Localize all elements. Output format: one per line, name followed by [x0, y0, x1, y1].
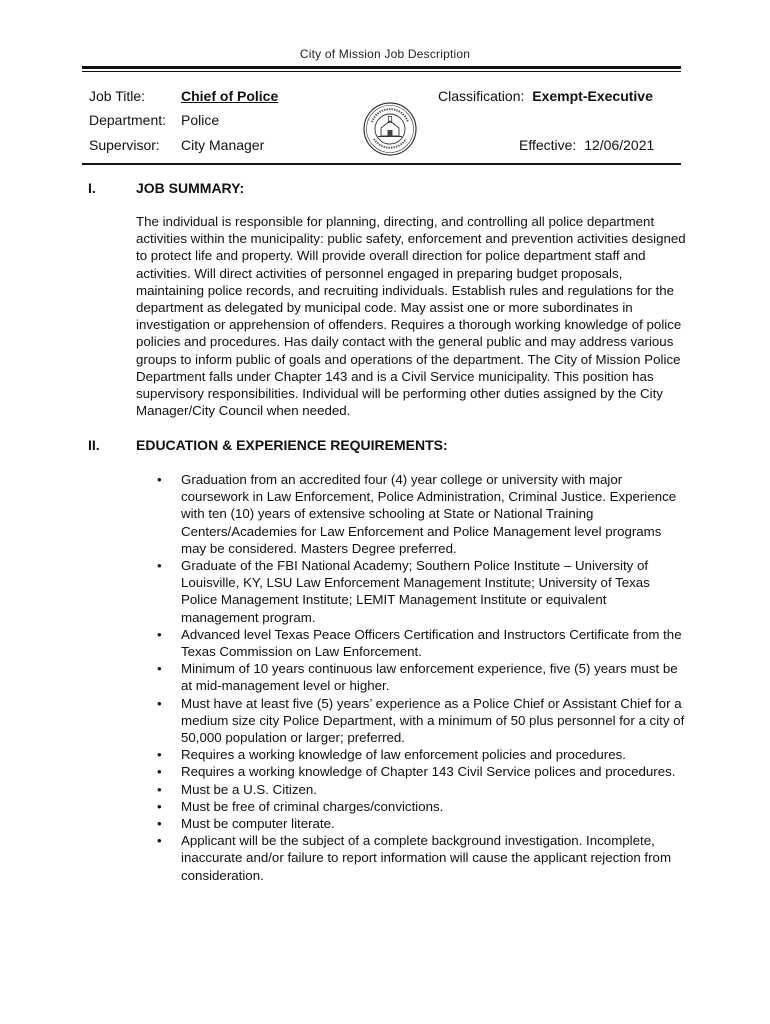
list-item: • Must have at least five (5) years’ experience as a Police Chief or Assistant Chief for a medium size city Police Department, with a minimum of 50 plus personnel for a city of 50,000 population or larger; preferred. [136, 695, 686, 747]
classification-field [438, 88, 653, 104]
list-item: • Must be free of criminal charges/convictions. [136, 798, 686, 815]
supervisor-value: City Manager [181, 137, 265, 153]
list-item: • Applicant will be the subject of a complete background investigation. Incomplete, inaccurate and/or failure to report information will cause the applicant rejection from consideration. [136, 832, 686, 884]
section-title-requirements: EDUCATION & EXPERIENCE REQUIREMENTS: [136, 437, 448, 453]
list-item: • Advanced level Texas Peace Officers Certification and Instructors Certificate from the Texas Commission on Law Enforcement. [136, 626, 686, 660]
effective-label: Effective: [519, 137, 577, 153]
city-seal-icon [362, 100, 418, 158]
list-item: • Requires a working knowledge of law enforcement policies and procedures. [136, 746, 686, 763]
classification-label: Classification: [438, 88, 525, 104]
section-number: I. [88, 180, 96, 196]
job-title-label: Job Title: [89, 88, 146, 104]
supervisor-label: Supervisor: [89, 137, 160, 153]
requirements-list [136, 471, 686, 884]
header-rule-thick [82, 66, 681, 69]
list-item: • Requires a working knowledge of Chapter 143 Civil Service polices and procedures. [136, 763, 686, 780]
header-bottom-rule [82, 163, 681, 165]
classification-value: Exempt-Executive [532, 88, 653, 104]
list-item: • Minimum of 10 years continuous law enforcement experience, five (5) years must be at mid-management level or higher. [136, 660, 686, 694]
effective-field [519, 137, 654, 153]
section-number: II. [88, 437, 100, 453]
job-title-value: Chief of Police [181, 88, 279, 104]
list-item: • Graduate of the FBI National Academy; Southern Police Institute – University of Louisville, KY, LSU Law Enforcement Management Institute; University of Texas Police Management Institute; LEMIT Management Institute or equivalent management program. [136, 557, 686, 626]
page-header: City of Mission Job Description [299, 47, 471, 61]
list-item: • Graduation from an accredited four (4) year college or university with major coursework in Law Enforcement, Police Administration, Criminal Justice. Experience with ten (10) years of extensive schooling at State or National Training Centers/Academies for Law Enforcement and Police Management level programs may be considered. Masters Degree preferred. [136, 471, 686, 557]
list-item: • Must be a U.S. Citizen. [136, 781, 686, 798]
header-rule-thin [82, 71, 681, 72]
list-item: • Must be computer literate. [136, 815, 686, 832]
effective-date: 12/06/2021 [584, 137, 655, 153]
job-summary-text: The individual is responsible for planning, directing, and controlling all police department activities within the municipality: public safety, enforcement and prevention activities designed to protect life and property. Will provide overall direction for police department staff and activities. Will direct activities of personnel engaged in preparing budget proposals, maintaining police records, and recruiting individuals. Establish rules and regulations for the department as delegated by municipal code. May assist one or more subordinates in investigation or apprehension of offenders. Requires a thorough working knowledge of police policies and procedures. Has daily contact with the general public and may address various groups to inform public of goals and operations of the department. The City of Mission Police Department falls under Chapter 143 and is a Civil Service municipality. This position has supervisory responsibilities. Individual will be performing other duties assigned by the City Manager/City Council when needed. [136, 214, 686, 419]
department-value: Police [181, 112, 220, 128]
section-title-job-summary: JOB SUMMARY: [136, 180, 245, 196]
department-label: Department: [89, 112, 167, 128]
